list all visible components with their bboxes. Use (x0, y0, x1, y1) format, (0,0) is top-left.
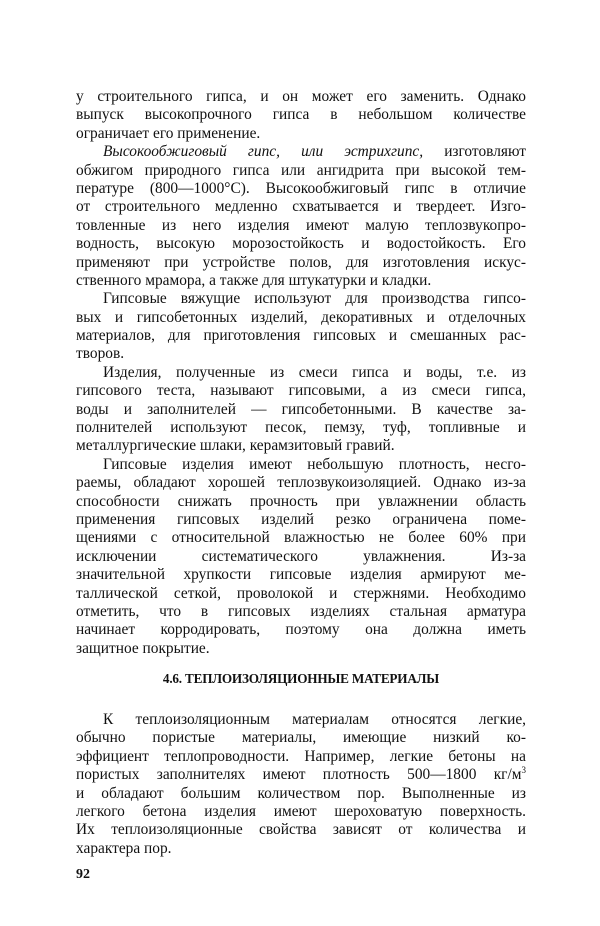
text-line: вых и гипсобетонных изделий, декоративных и отделочных (76, 308, 526, 326)
text-line: Гипсовые вяжущие используют для производства гипсо- (103, 290, 526, 308)
text-line: материалов, для приготовления гипсовых и смешанных рас- (76, 327, 526, 345)
italic-term: Высокообжиговый гипс, или эстрихгипс, (103, 143, 424, 161)
text-line: товленные из него изделия имеют малую теплозвукопро- (76, 216, 526, 234)
text-line: эффициент теплопроводности. Например, легкие бетоны на (76, 747, 526, 765)
text-line: обычно пористые материалы, имеющие низкий ко- (76, 729, 526, 747)
text-line: К теплоизоляционным материалам относятся легкие, (103, 711, 526, 728)
text-line: у строительного гипса, и он может его заменить. Однако (76, 88, 526, 105)
text-line: гипсового теста, называют гипсовыми, а из смеси гипса, (76, 382, 526, 400)
text-line: обжигом природного гипса или ангидрита при высокой тем- (76, 161, 526, 179)
text-line: защитное покрытие. (76, 639, 210, 657)
paragraph-1 (76, 88, 526, 143)
text-line: металлургические шлаки, керамзитовый гравий. (76, 437, 395, 455)
text-line (76, 766, 526, 784)
text-line (76, 143, 526, 161)
text-line: творов. (76, 345, 125, 363)
text-line: ственного мрамора, а также для штукатурки и кладки. (76, 271, 432, 289)
text-line: исключении систематического увлажнения. Из-за (76, 547, 526, 565)
paragraph-4 (76, 364, 526, 456)
text-line: щениями с относительной влажностью не более 60% при (76, 529, 526, 547)
text-line: применяют при устройстве полов, для изготовления искус- (76, 253, 526, 271)
text-line: раемы, обладают хорошей теплозвукоизоляцией. Однако из-за (76, 474, 526, 492)
text-line: легкого бетона изделия имеют шероховатую поверхность. (76, 802, 526, 820)
text-line: водность, высокую морозостойкость и водостойкость. Его (76, 235, 526, 253)
text-line: от строительного медленно схватывается и твердеет. Изго- (76, 198, 526, 216)
text-line: ограничает его применение. (76, 124, 261, 142)
paragraph-6 (76, 711, 526, 858)
paragraph-5 (76, 456, 526, 658)
text-line: пературе (800—1000°С). Высокообжиговый гипс в отличие (76, 179, 526, 197)
text-line: применения гипсовых изделий резко ограничена поме- (76, 510, 526, 528)
paragraph-2 (76, 143, 526, 290)
section-heading: 4.6. ТЕПЛОИЗОЛЯЦИОННЫЕ МАТЕРИАЛЫ (162, 671, 440, 686)
text-line: и обладают большим количеством пор. Выполненные из (76, 784, 526, 802)
text-line: начинает корродировать, поэтому она должна иметь (76, 621, 526, 639)
text-fragment: пористых заполнителях имеют плотность 500—1800 кг/м (76, 766, 522, 784)
text-line: характера пор. (76, 839, 172, 857)
text-line: отметить, что в гипсовых изделиях стальная арматура (76, 602, 526, 620)
text-line: Гипсовые изделия имеют небольшую плотность, несго- (103, 455, 526, 473)
text-line: воды и заполнителей — гипсобетонными. В качестве за- (76, 400, 526, 418)
text-fragment: изготовляют (444, 143, 526, 161)
page-number: 92 (76, 867, 90, 882)
text-line: значительной хрупкости гипсовые изделия армируют ме- (76, 566, 526, 584)
paragraph-3 (76, 290, 526, 364)
text-line: таллической сеткой, проволокой и стержнями. Необходимо (76, 584, 526, 602)
text-line: Их теплоизоляционные свойства зависят от количества и (76, 821, 526, 839)
text-line: выпуск высокопрочного гипса в небольшом количестве (76, 106, 526, 124)
text-line: способности снижать прочность при увлажнении область (76, 492, 526, 510)
page-body (76, 88, 526, 658)
text-line: Изделия, полученные из смеси гипса и воды, т.е. из (103, 363, 526, 381)
superscript: 3 (521, 765, 526, 776)
text-line: полнителей используют песок, пемзу, туф, топливные и (76, 419, 526, 437)
